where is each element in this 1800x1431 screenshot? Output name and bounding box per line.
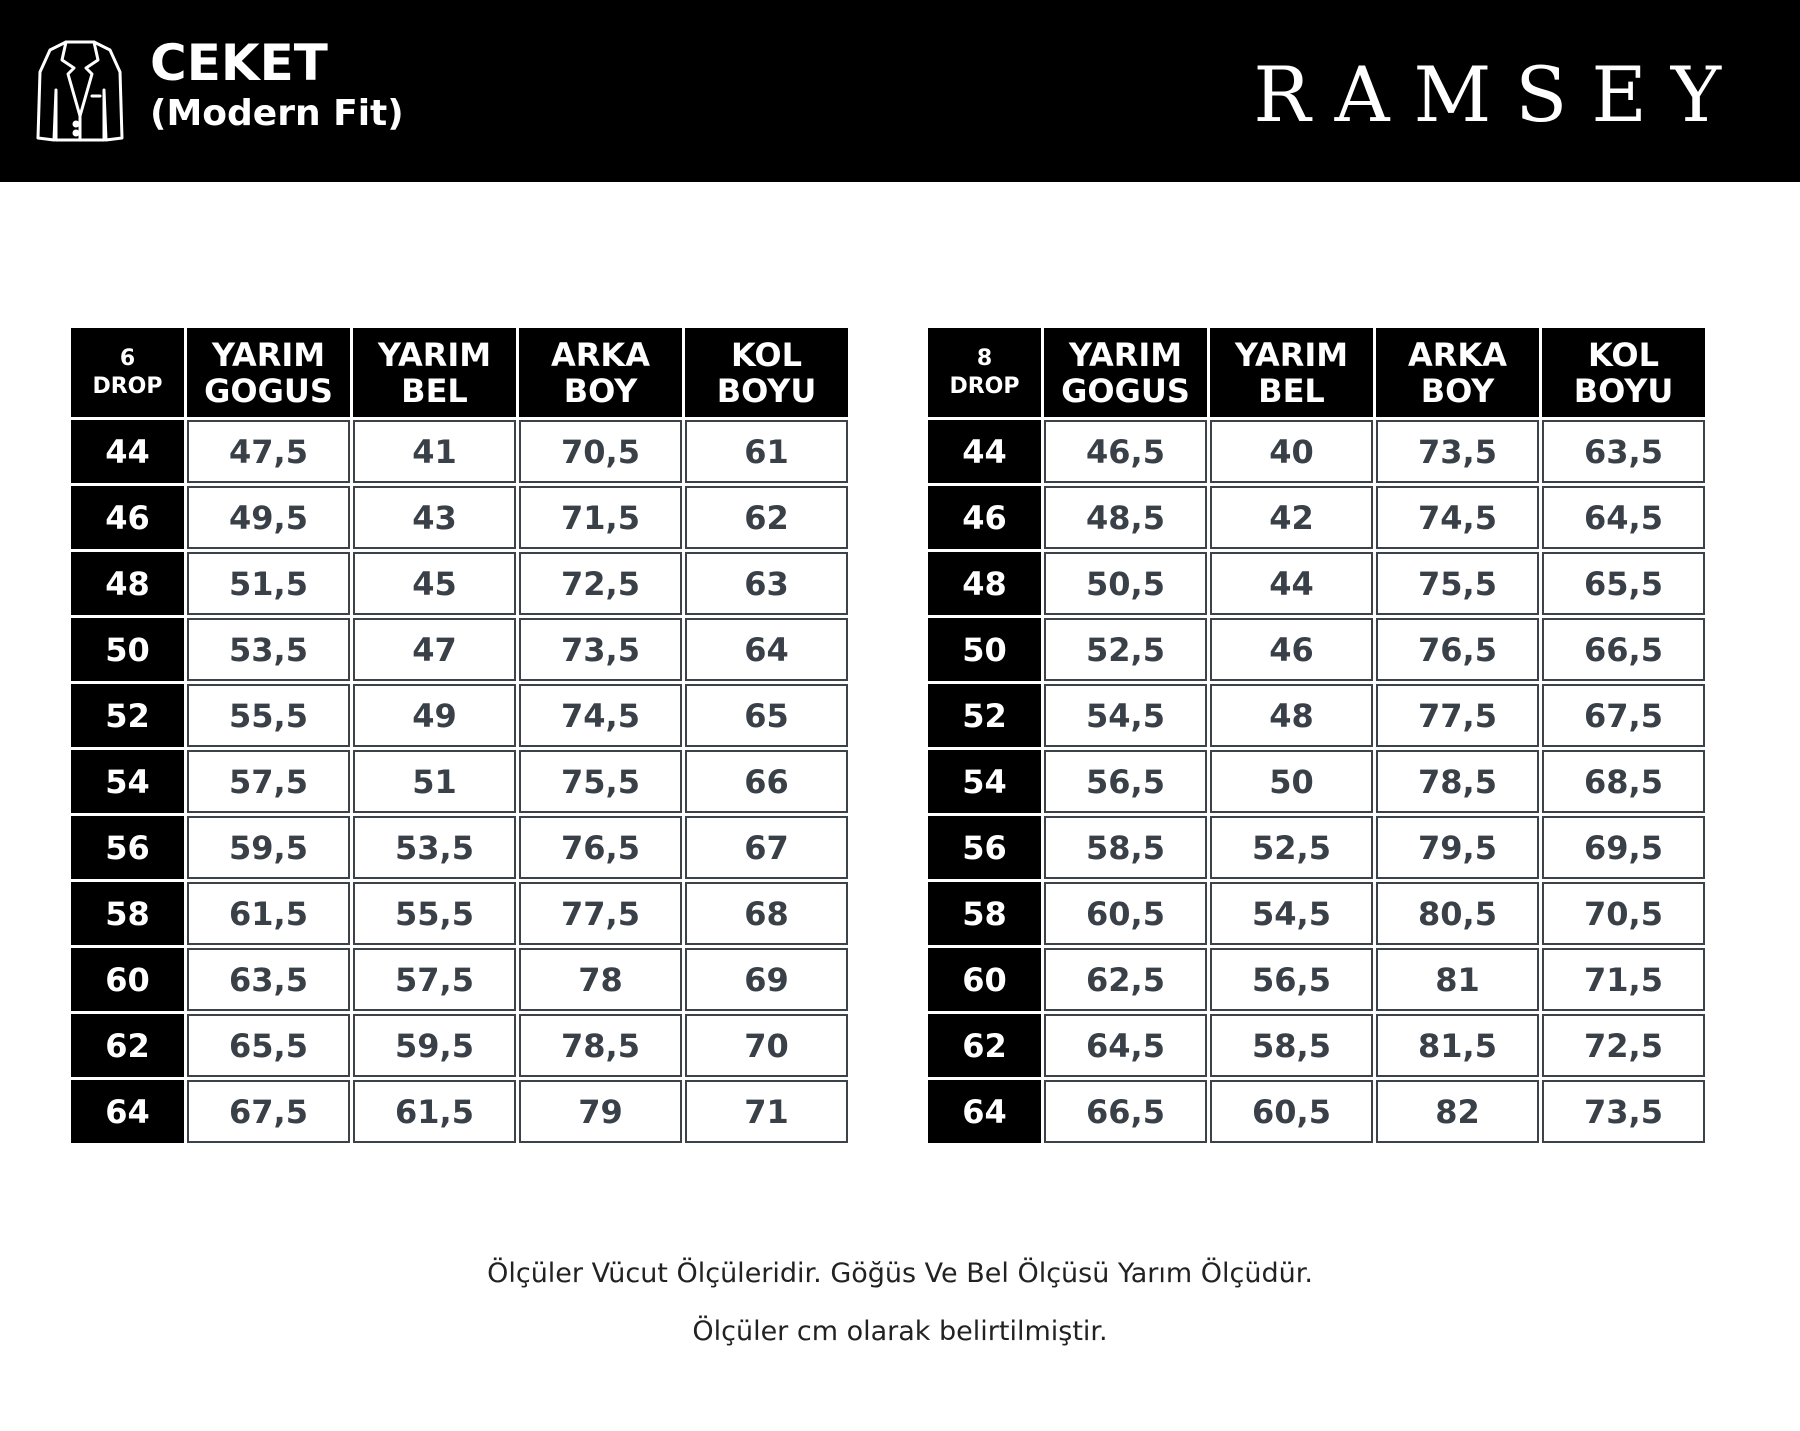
size-cell: 58 xyxy=(71,882,184,945)
measure-cell: 63,5 xyxy=(1542,420,1705,483)
size-cell: 60 xyxy=(928,948,1041,1011)
measure-cell: 41 xyxy=(353,420,516,483)
measure-cell: 45 xyxy=(353,552,516,615)
size-table-drop-6 xyxy=(68,325,851,1146)
table-row xyxy=(71,618,848,681)
table-row xyxy=(71,684,848,747)
measure-cell: 80,5 xyxy=(1376,882,1539,945)
size-cell: 54 xyxy=(71,750,184,813)
jacket-icon xyxy=(34,38,126,144)
measure-cell: 51 xyxy=(353,750,516,813)
title-block xyxy=(150,34,404,136)
measure-cell: 63,5 xyxy=(187,948,350,1011)
measure-cell: 57,5 xyxy=(187,750,350,813)
measure-cell: 70,5 xyxy=(1542,882,1705,945)
measure-cell: 66 xyxy=(685,750,848,813)
column-header xyxy=(1542,328,1705,417)
column-header-line: GOGUS xyxy=(1061,371,1190,410)
column-header-line: BOY xyxy=(1420,371,1495,410)
table-row xyxy=(71,750,848,813)
measure-cell: 64 xyxy=(685,618,848,681)
column-header-line: BOY xyxy=(563,371,638,410)
measure-cell: 51,5 xyxy=(187,552,350,615)
table-header-row xyxy=(928,328,1705,417)
measure-cell: 82 xyxy=(1376,1080,1539,1143)
measure-cell: 48 xyxy=(1210,684,1373,747)
measure-cell: 53,5 xyxy=(353,816,516,879)
size-cell: 50 xyxy=(71,618,184,681)
measure-cell: 61 xyxy=(685,420,848,483)
column-header-line: YARIM xyxy=(1068,335,1183,374)
size-cell: 52 xyxy=(71,684,184,747)
measure-cell: 60,5 xyxy=(1044,882,1207,945)
size-cell: 48 xyxy=(71,552,184,615)
measure-cell: 74,5 xyxy=(519,684,682,747)
measure-cell: 79 xyxy=(519,1080,682,1143)
measure-cell: 71,5 xyxy=(1542,948,1705,1011)
table-row xyxy=(71,1014,848,1077)
measure-cell: 64,5 xyxy=(1044,1014,1207,1077)
measure-cell: 69,5 xyxy=(1542,816,1705,879)
table-row xyxy=(928,618,1705,681)
table-row xyxy=(928,420,1705,483)
notes xyxy=(0,1245,1800,1361)
measure-cell: 75,5 xyxy=(519,750,682,813)
measure-cell: 73,5 xyxy=(519,618,682,681)
measure-cell: 49 xyxy=(353,684,516,747)
measure-cell: 63 xyxy=(685,552,848,615)
size-cell: 56 xyxy=(928,816,1041,879)
measure-cell: 73,5 xyxy=(1542,1080,1705,1143)
size-cell: 58 xyxy=(928,882,1041,945)
measure-cell: 62,5 xyxy=(1044,948,1207,1011)
measure-cell: 58,5 xyxy=(1210,1014,1373,1077)
size-cell: 64 xyxy=(71,1080,184,1143)
table-row xyxy=(71,816,848,879)
table-row xyxy=(71,882,848,945)
measure-cell: 46,5 xyxy=(1044,420,1207,483)
measure-cell: 46 xyxy=(1210,618,1373,681)
column-header-line: KOL xyxy=(1588,335,1659,374)
column-header xyxy=(685,328,848,417)
measure-cell: 66,5 xyxy=(1044,1080,1207,1143)
measure-cell: 61,5 xyxy=(187,882,350,945)
measure-cell: 56,5 xyxy=(1210,948,1373,1011)
measure-cell: 77,5 xyxy=(1376,684,1539,747)
table-row xyxy=(928,486,1705,549)
header-bar xyxy=(0,0,1800,182)
measure-cell: 74,5 xyxy=(1376,486,1539,549)
table-row xyxy=(71,948,848,1011)
table-row xyxy=(71,486,848,549)
drop-number: 6 xyxy=(119,345,136,371)
measure-cell: 79,5 xyxy=(1376,816,1539,879)
size-cell: 62 xyxy=(928,1014,1041,1077)
column-header-line: BOYU xyxy=(716,371,817,410)
measure-cell: 55,5 xyxy=(353,882,516,945)
column-header-line: ARKA xyxy=(551,335,650,374)
size-cell: 46 xyxy=(928,486,1041,549)
measure-cell: 65,5 xyxy=(1542,552,1705,615)
measure-cell: 69 xyxy=(685,948,848,1011)
measure-cell: 72,5 xyxy=(519,552,682,615)
size-cell: 46 xyxy=(71,486,184,549)
table-row xyxy=(71,552,848,615)
page-subtitle: (Modern Fit) xyxy=(150,93,404,134)
table-row xyxy=(928,684,1705,747)
table-row xyxy=(71,1080,848,1143)
drop-label: DROP xyxy=(92,373,163,399)
measure-cell: 67,5 xyxy=(1542,684,1705,747)
measure-cell: 60,5 xyxy=(1210,1080,1373,1143)
measure-cell: 59,5 xyxy=(187,816,350,879)
table-row xyxy=(928,1080,1705,1143)
column-header xyxy=(187,328,350,417)
measure-cell: 44 xyxy=(1210,552,1373,615)
measure-cell: 54,5 xyxy=(1210,882,1373,945)
brand-logo: RAMSEY xyxy=(1253,50,1745,139)
measure-cell: 56,5 xyxy=(1044,750,1207,813)
page-title: CEKET xyxy=(150,34,328,92)
measure-cell: 48,5 xyxy=(1044,486,1207,549)
note-line: Ölçüler cm olarak belirtilmiştir. xyxy=(692,1316,1108,1347)
measure-cell: 67,5 xyxy=(187,1080,350,1143)
measure-cell: 59,5 xyxy=(353,1014,516,1077)
table-row xyxy=(928,552,1705,615)
measure-cell: 67 xyxy=(685,816,848,879)
column-header-line: ARKA xyxy=(1408,335,1507,374)
measure-cell: 52,5 xyxy=(1044,618,1207,681)
measure-cell: 68 xyxy=(685,882,848,945)
measure-cell: 40 xyxy=(1210,420,1373,483)
measure-cell: 50 xyxy=(1210,750,1373,813)
column-header-line: GOGUS xyxy=(204,371,333,410)
table-row xyxy=(928,882,1705,945)
measure-cell: 70,5 xyxy=(519,420,682,483)
measure-cell: 81,5 xyxy=(1376,1014,1539,1077)
size-cell: 52 xyxy=(928,684,1041,747)
measure-cell: 71,5 xyxy=(519,486,682,549)
size-cell: 64 xyxy=(928,1080,1041,1143)
measure-cell: 57,5 xyxy=(353,948,516,1011)
measure-cell: 65 xyxy=(685,684,848,747)
column-header-line: YARIM xyxy=(1234,335,1349,374)
size-cell: 44 xyxy=(928,420,1041,483)
measure-cell: 77,5 xyxy=(519,882,682,945)
measure-cell: 78,5 xyxy=(1376,750,1539,813)
column-header xyxy=(353,328,516,417)
measure-cell: 75,5 xyxy=(1376,552,1539,615)
measure-cell: 47,5 xyxy=(187,420,350,483)
column-header-line: BEL xyxy=(401,371,468,410)
measure-cell: 55,5 xyxy=(187,684,350,747)
measure-cell: 52,5 xyxy=(1210,816,1373,879)
size-cell: 56 xyxy=(71,816,184,879)
measure-cell: 66,5 xyxy=(1542,618,1705,681)
measure-cell: 50,5 xyxy=(1044,552,1207,615)
measure-cell: 78 xyxy=(519,948,682,1011)
measure-cell: 47 xyxy=(353,618,516,681)
column-header-line: YARIM xyxy=(377,335,492,374)
size-cell: 54 xyxy=(928,750,1041,813)
table-row xyxy=(928,750,1705,813)
column-header xyxy=(1210,328,1373,417)
measure-cell: 54,5 xyxy=(1044,684,1207,747)
measure-cell: 62 xyxy=(685,486,848,549)
drop-header xyxy=(928,328,1041,417)
measure-cell: 76,5 xyxy=(519,816,682,879)
table-header-row xyxy=(71,328,848,417)
measure-cell: 43 xyxy=(353,486,516,549)
measure-cell: 68,5 xyxy=(1542,750,1705,813)
table-row xyxy=(928,948,1705,1011)
column-header-line: BEL xyxy=(1258,371,1325,410)
measure-cell: 70 xyxy=(685,1014,848,1077)
table-row xyxy=(928,816,1705,879)
note-line: Ölçüler Vücut Ölçüleridir. Göğüs Ve Bel Ölçüsü Yarım Ölçüdür. xyxy=(487,1258,1313,1289)
measure-cell: 53,5 xyxy=(187,618,350,681)
column-header-line: BOYU xyxy=(1573,371,1674,410)
measure-cell: 65,5 xyxy=(187,1014,350,1077)
size-cell: 50 xyxy=(928,618,1041,681)
measure-cell: 78,5 xyxy=(519,1014,682,1077)
column-header xyxy=(519,328,682,417)
drop-label: DROP xyxy=(949,373,1020,399)
size-cell: 44 xyxy=(71,420,184,483)
size-table-drop-8 xyxy=(925,325,1708,1146)
size-cell: 60 xyxy=(71,948,184,1011)
measure-cell: 58,5 xyxy=(1044,816,1207,879)
measure-cell: 76,5 xyxy=(1376,618,1539,681)
table-row xyxy=(71,420,848,483)
measure-cell: 71 xyxy=(685,1080,848,1143)
measure-cell: 81 xyxy=(1376,948,1539,1011)
column-header-line: KOL xyxy=(731,335,802,374)
measure-cell: 73,5 xyxy=(1376,420,1539,483)
column-header xyxy=(1376,328,1539,417)
size-cell: 48 xyxy=(928,552,1041,615)
drop-header xyxy=(71,328,184,417)
drop-number: 8 xyxy=(976,345,993,371)
column-header-line: YARIM xyxy=(211,335,326,374)
column-header xyxy=(1044,328,1207,417)
measure-cell: 49,5 xyxy=(187,486,350,549)
measure-cell: 64,5 xyxy=(1542,486,1705,549)
size-cell: 62 xyxy=(71,1014,184,1077)
measure-cell: 42 xyxy=(1210,486,1373,549)
measure-cell: 72,5 xyxy=(1542,1014,1705,1077)
measure-cell: 61,5 xyxy=(353,1080,516,1143)
table-row xyxy=(928,1014,1705,1077)
